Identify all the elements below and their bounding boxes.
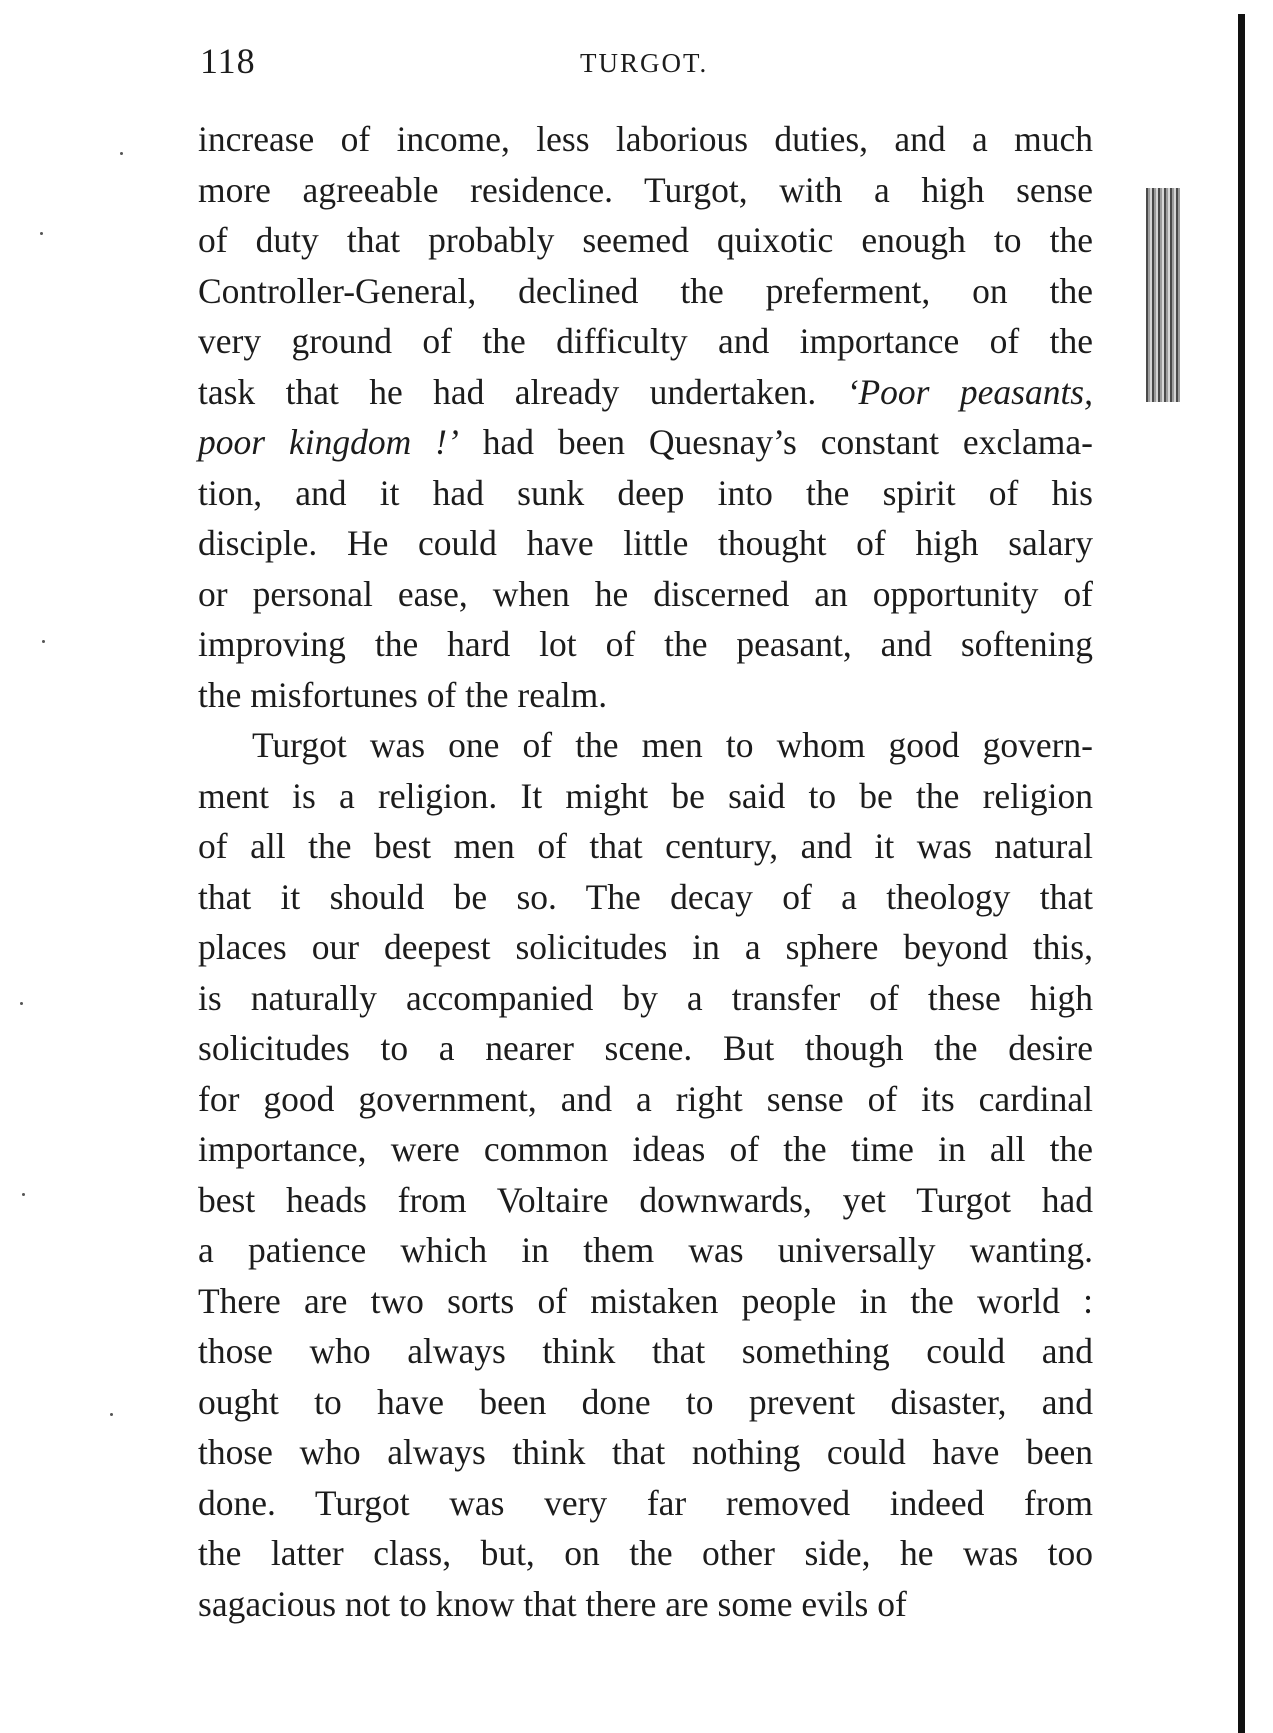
text-line: [198, 619, 1093, 670]
text-line: [198, 1478, 1093, 1529]
text-line: [198, 1377, 1093, 1428]
text-line: [198, 215, 1093, 266]
text-run: places our deepest solicitudes in a sphere beyond this,: [198, 927, 1093, 967]
text-line: [198, 973, 1093, 1024]
text-run: sagacious not to know that there are some evils of: [198, 1583, 907, 1624]
text-run: of duty that probably seemed quixotic enough to the: [198, 220, 1093, 260]
text-line: [198, 518, 1093, 569]
running-title: TURGOT.: [580, 48, 709, 78]
margin-mark: [1146, 188, 1180, 402]
text-run: tion, and it had sunk deep into the spirit of his: [198, 472, 1093, 513]
scan-speck: [40, 232, 43, 235]
text-line: [198, 468, 1093, 519]
text-line: [198, 821, 1093, 872]
text-line: [198, 1023, 1093, 1074]
text-line: [198, 114, 1093, 165]
text-run: for good government, and a right sense of its cardinal: [198, 1078, 1093, 1119]
text-run: increase of income, less laborious duties, and a much: [198, 119, 1093, 159]
text-line: [198, 1175, 1093, 1226]
body-text: [198, 114, 1093, 1629]
text-run: of all the best men of that century, and it was natural: [198, 826, 1093, 866]
page-edge-rule: [1238, 14, 1245, 1733]
text-run: best heads from Voltaire downwards, yet Turgot had: [198, 1179, 1093, 1220]
text-line: [198, 165, 1093, 216]
text-run: is naturally accompanied by a transfer of these high: [198, 977, 1093, 1018]
text-line: [198, 1276, 1093, 1327]
text-run: improving the hard lot of the peasant, and softening: [198, 624, 1093, 664]
text-run: that it should be so. The decay of a theology that: [198, 876, 1093, 917]
text-run: or personal ease, when he discerned an opportunity of: [198, 573, 1093, 614]
text-line: [198, 922, 1093, 973]
italic-text: poor kingdom !’: [198, 422, 459, 462]
text-line: [198, 771, 1093, 822]
paragraph: [198, 114, 1093, 720]
text-run: more agreeable residence. Turgot, with a high sense: [198, 169, 1093, 210]
scan-speck: [120, 152, 123, 155]
text-line: [198, 872, 1093, 923]
text-line: [198, 1225, 1093, 1276]
text-line: [198, 720, 1093, 771]
text-run: ment is a religion. It might be said to be the religion: [198, 775, 1093, 816]
page-header: [200, 40, 1090, 84]
text-line: [198, 266, 1093, 317]
scan-speck: [42, 640, 45, 643]
text-run: the latter class, but, on the other side, he was too: [198, 1533, 1093, 1573]
text-run: those who always think that something could and: [198, 1331, 1093, 1371]
text-line: [198, 670, 1093, 721]
text-run: task that he had already undertaken.: [198, 371, 847, 412]
text-line: [198, 367, 1093, 418]
text-run: done. Turgot was very far removed indeed from: [198, 1482, 1093, 1523]
text-run: the misfortunes of the realm.: [198, 674, 608, 715]
text-run: had been Quesnay’s constant exclama-: [458, 422, 1094, 462]
text-run: There are two sorts of mistaken people in the world :: [198, 1280, 1093, 1321]
text-line: [198, 1579, 1093, 1630]
text-line: [198, 1124, 1093, 1175]
text-run: ought to have been done to prevent disaster, and: [198, 1381, 1093, 1422]
text-run: Turgot was one of the men to whom good govern-: [252, 725, 1093, 765]
paragraph: [198, 720, 1093, 1629]
italic-text: ‘Poor peasants,: [846, 371, 1093, 412]
text-line: [198, 417, 1093, 468]
text-line: [198, 1074, 1093, 1125]
scan-speck: [20, 1002, 23, 1005]
text-line: [198, 316, 1093, 367]
scan-speck: [22, 1193, 25, 1196]
text-line: [198, 569, 1093, 620]
text-run: a patience which in them was universally wanting.: [198, 1230, 1093, 1270]
text-run: very ground of the difficulty and importance of the: [198, 321, 1093, 361]
text-line: [198, 1528, 1093, 1579]
text-run: those who always think that nothing could have been: [198, 1432, 1093, 1472]
text-run: importance, were common ideas of the time in all the: [198, 1129, 1093, 1169]
text-line: [198, 1326, 1093, 1377]
scan-speck: [110, 1413, 113, 1416]
page-number: 118: [200, 41, 256, 81]
text-line: [198, 1427, 1093, 1478]
text-run: disciple. He could have little thought of high salary: [198, 523, 1093, 563]
text-run: Controller-General, declined the preferment, on the: [198, 270, 1093, 311]
text-run: solicitudes to a nearer scene. But though the desire: [198, 1028, 1093, 1068]
